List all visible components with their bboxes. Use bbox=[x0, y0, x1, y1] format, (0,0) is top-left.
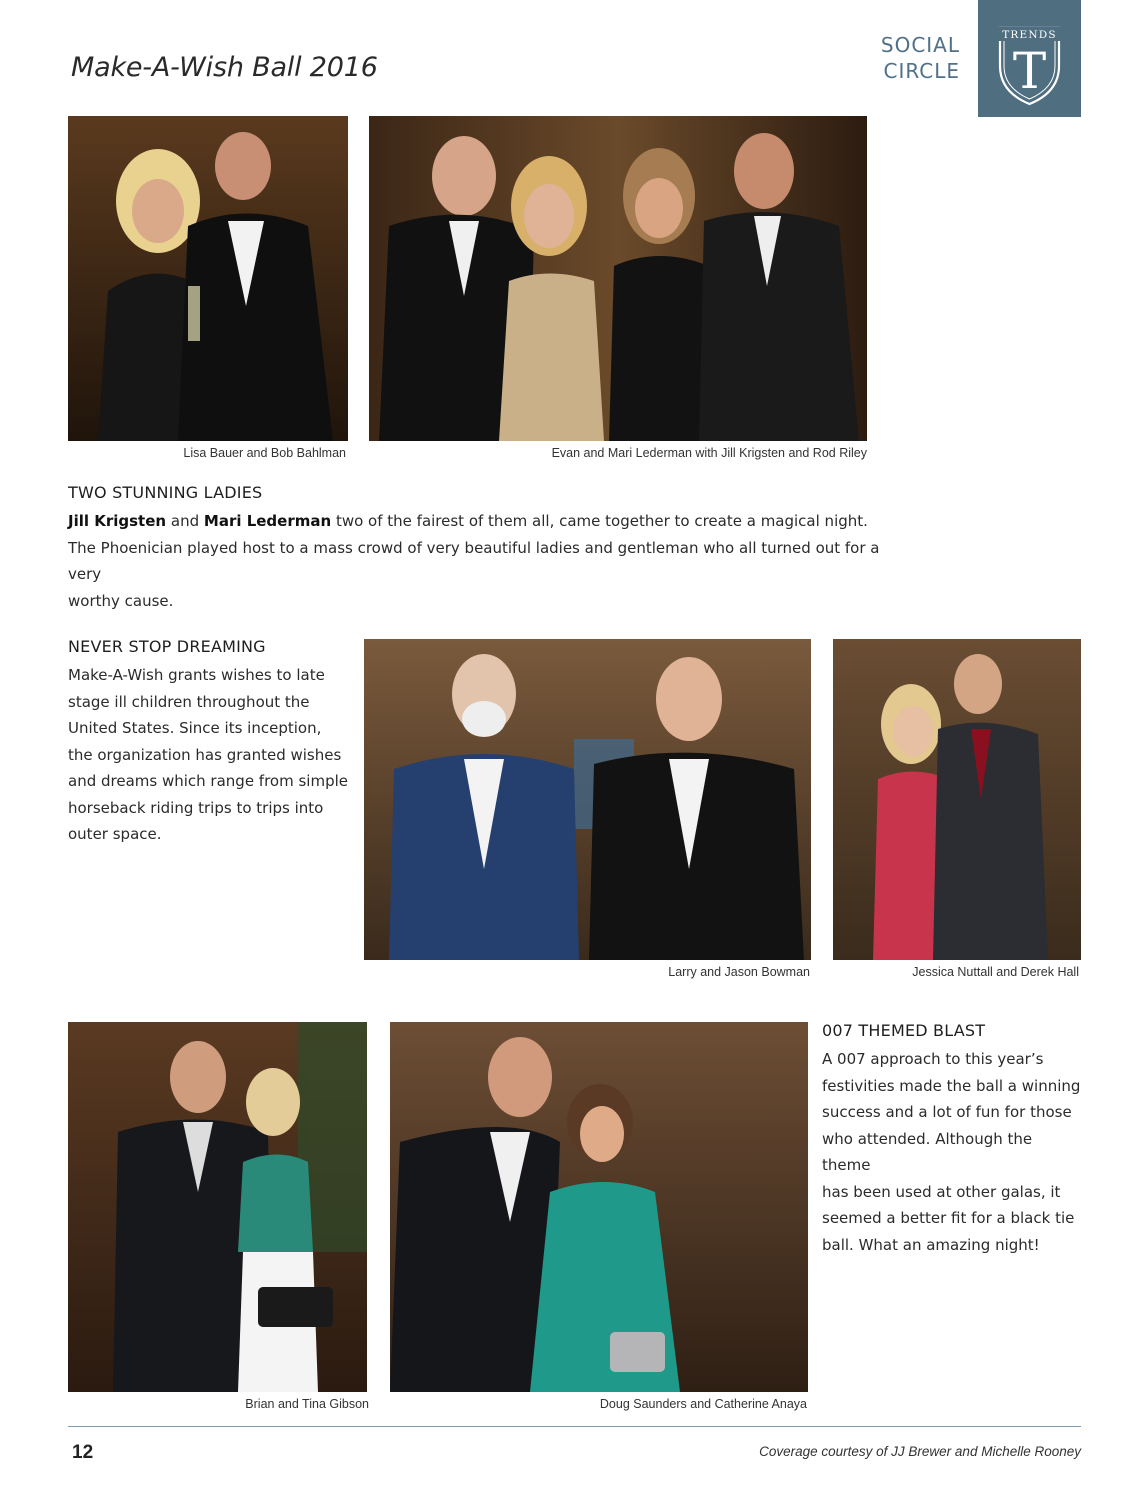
photo-caption: Brian and Tina Gibson bbox=[245, 1397, 369, 1411]
crest-text: TRENDS bbox=[1002, 29, 1057, 41]
photo-caption: Larry and Jason Bowman bbox=[668, 965, 810, 979]
bold-name: Jill Krigsten bbox=[68, 512, 167, 530]
section-label-line2: CIRCLE bbox=[883, 59, 960, 83]
photo-lisa-bob bbox=[68, 116, 348, 441]
article-heading: 007 THEMED BLAST bbox=[822, 1021, 986, 1040]
section-label-line1: SOCIAL bbox=[880, 33, 960, 57]
article-body: Make-A-Wish grants wishes to late stage ill children throughout the United States. Since its inception, the organization has granted wishes and dreams which range from simple horseback riding trips to trips into outer space. bbox=[68, 666, 348, 843]
photo-bowman bbox=[364, 639, 811, 960]
article-body: A 007 approach to this year’s festivities made the ball a winning success and a lot of fun for those who attended. Although the theme has been used at other galas, it seemed a better fit for a black tie ball. What an amazing night! bbox=[822, 1050, 1081, 1254]
crest-letter: T bbox=[1012, 42, 1047, 100]
photo-gibson bbox=[68, 1022, 367, 1392]
section-label bbox=[881, 32, 960, 84]
photo-caption: Evan and Mari Lederman with Jill Krigsten and Rod Riley bbox=[551, 446, 867, 460]
photo-caption: Doug Saunders and Catherine Anaya bbox=[599, 1397, 807, 1411]
page-title: Make-A-Wish Ball 2016 bbox=[71, 52, 378, 83]
photo-saunders-anaya bbox=[390, 1022, 808, 1392]
photo-credit: Coverage courtesy of JJ Brewer and Michelle Rooney bbox=[759, 1444, 1081, 1459]
shield-icon bbox=[978, 0, 1081, 117]
trends-crest-logo bbox=[978, 0, 1081, 117]
photo-lederman-group bbox=[369, 116, 867, 441]
photo-nuttall-hall bbox=[833, 639, 1081, 960]
page-number: 12 bbox=[72, 1442, 94, 1463]
footer-divider bbox=[68, 1426, 1081, 1427]
photo-caption: Jessica Nuttall and Derek Hall bbox=[912, 965, 1079, 979]
article-heading: NEVER STOP DREAMING bbox=[68, 637, 266, 656]
article-heading: TWO STUNNING LADIES bbox=[68, 483, 263, 502]
bold-name: Mari Lederman bbox=[203, 512, 332, 530]
article-body: Jill Krigsten and Mari Lederman two of the fairest of them all, came together to create a magical night. The Phoenician played host to a mass crowd of very beautiful ladies and gentleman who all turned out for a very worthy cause. bbox=[68, 512, 880, 610]
photo-caption: Lisa Bauer and Bob Bahlman bbox=[183, 446, 346, 460]
